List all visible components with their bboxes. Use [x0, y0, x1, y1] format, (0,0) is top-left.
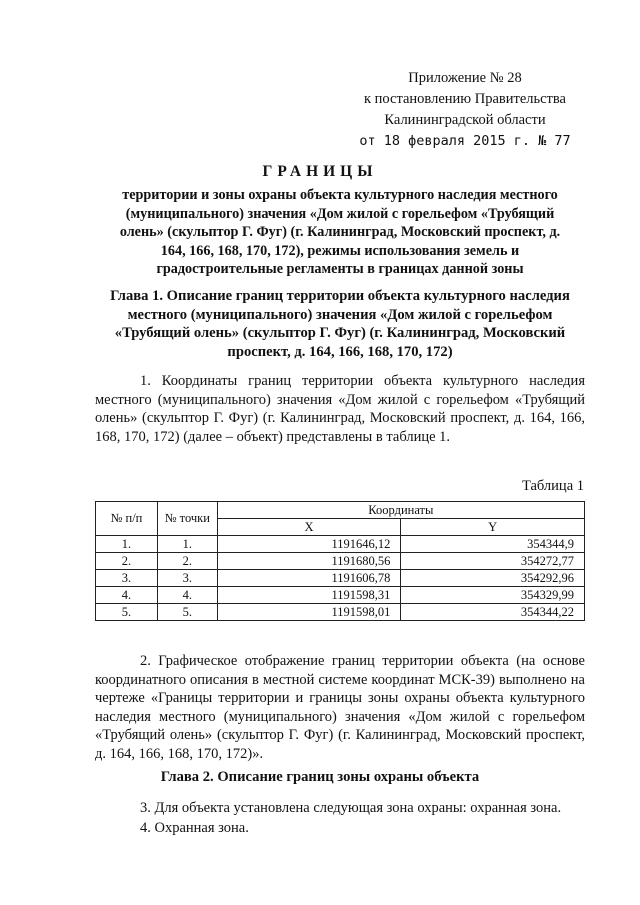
cell-x: 1191606,78	[217, 570, 401, 587]
document-subtitle: территории и зоны охраны объекта культурного наследия местного (муниципального) значения «Дом жилой с горельефом «Трубящий олень» (скульптор Г. Фуг) (г. Калининград, Московский проспект, д. 164, 166, 168, 170, 172), режимы использования земель и градостроительные регламенты в границах данной зоны	[119, 187, 561, 277]
cell-y: 354344,22	[401, 604, 585, 621]
paragraph-1: 1. Координаты границ территории объекта культурного наследия местного (муниципального) значения «Дом жилой с горельефом «Трубящий олень» (скульптор Г. Фуг) (г. Калининград, Московский проспект, д. 164, 166, 168, 170, 172) (далее – объект) представлены в таблице 1.	[95, 373, 585, 445]
cell-point: 2.	[157, 553, 217, 570]
cell-y: 354272,77	[401, 553, 585, 570]
cell-x: 1191646,12	[217, 536, 401, 553]
appendix-region: Калининградской области	[384, 112, 546, 128]
paragraph-2: 2. Графическое отображение границ территории объекта (на основе координатного описания в местной системе координат МСК-39) выполнено на чертеже «Границы территории и границы зоны охраны объекта культурного наследия местного (муниципального) значения «Дом жилой с горельефом «Трубящий олень» (скульптор Г. Фуг) (г. Калининград, Московский проспект, д. 164, 166, 168, 170, 172)».	[95, 653, 585, 762]
cell-point: 4.	[157, 587, 217, 604]
table-row	[96, 570, 585, 587]
cell-point: 1.	[157, 536, 217, 553]
appendix-block	[340, 68, 590, 152]
appendix-date-stamp: от 18 февраля 2015 г. № 77	[359, 133, 571, 149]
table-row	[96, 536, 585, 553]
table-row	[96, 553, 585, 570]
paragraph-3: 3. Для объекта установлена следующая зона охраны: охранная зона.	[140, 800, 562, 816]
cell-x: 1191598,01	[217, 604, 401, 621]
cell-num: 4.	[96, 587, 158, 604]
appendix-number: Приложение № 28	[408, 70, 522, 86]
coordinates-table	[95, 501, 585, 621]
cell-num: 1.	[96, 536, 158, 553]
document-title: ГРАНИЦЫ	[262, 163, 378, 180]
cell-x: 1191598,31	[217, 587, 401, 604]
header-y: Y	[401, 519, 585, 536]
header-point: № точки	[157, 502, 217, 536]
table-caption: Таблица 1	[521, 478, 584, 494]
chapter-2-heading: Глава 2. Описание границ зоны охраны объекта	[160, 769, 480, 785]
cell-y: 354344,9	[401, 536, 585, 553]
cell-point: 3.	[157, 570, 217, 587]
paragraph-4: 4. Охранная зона.	[140, 820, 249, 836]
chapter-1-heading: Глава 1. Описание границ территории объекта культурного наследия местного (муниципального) значения «Дом жилой с горельефом «Трубящий олень» (скульптор Г. Фуг) (г. Калининград, Московский проспект, д. 164, 166, 168, 170, 172)	[110, 288, 570, 360]
cell-num: 2.	[96, 553, 158, 570]
cell-x: 1191680,56	[217, 553, 401, 570]
cell-y: 354292,96	[401, 570, 585, 587]
cell-y: 354329,99	[401, 587, 585, 604]
table-row	[96, 587, 585, 604]
header-coordinates: Координаты	[217, 502, 584, 519]
table-row	[96, 604, 585, 621]
cell-num: 3.	[96, 570, 158, 587]
cell-num: 5.	[96, 604, 158, 621]
cell-point: 5.	[157, 604, 217, 621]
header-x: X	[217, 519, 401, 536]
header-num: № п/п	[96, 502, 158, 536]
appendix-decree: к постановлению Правительства	[364, 91, 566, 107]
